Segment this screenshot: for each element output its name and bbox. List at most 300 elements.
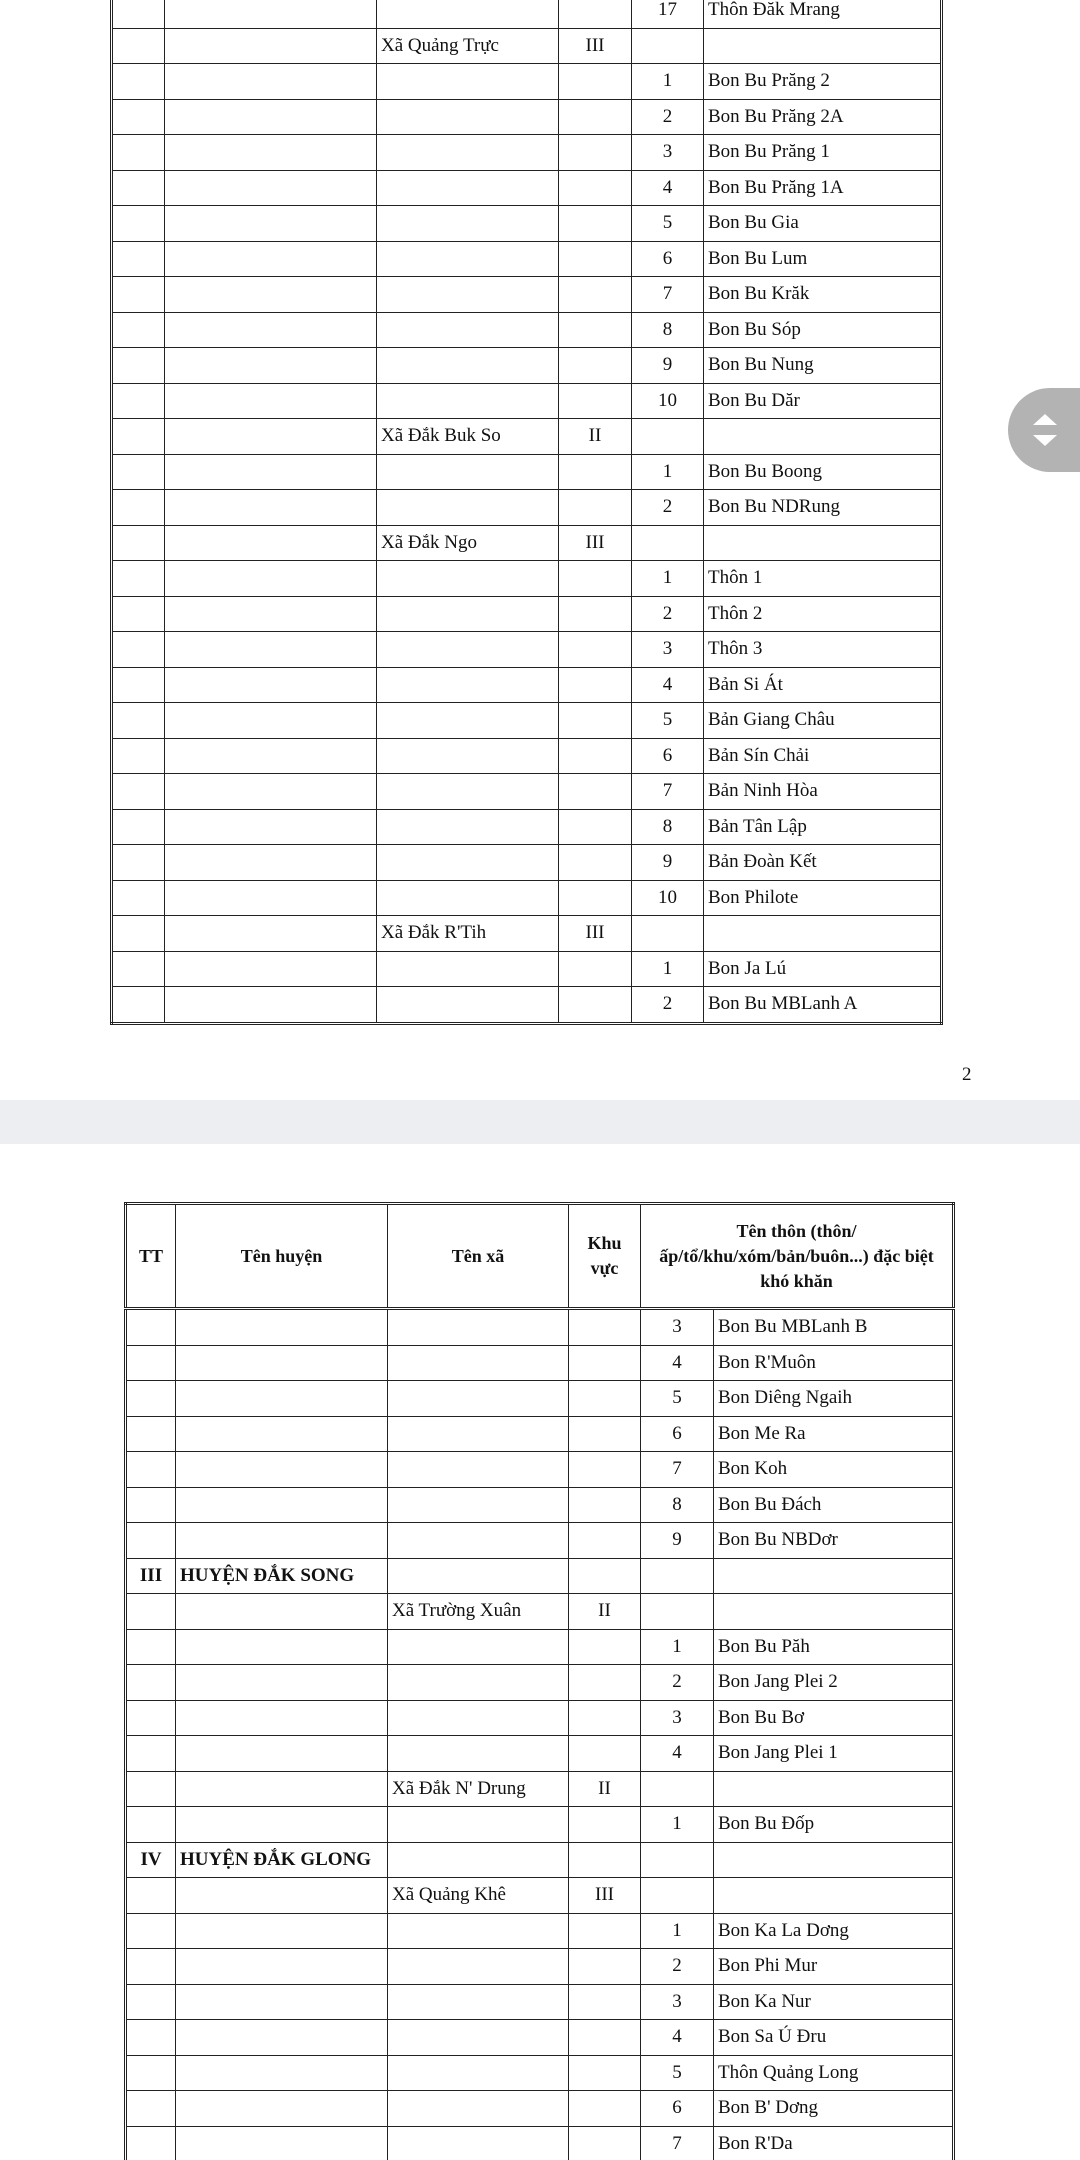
cell-ten-huyen: [165, 454, 377, 490]
cell-ten-xa: [388, 1807, 569, 1843]
cell-ten-thon: Thôn Quảng Long: [714, 2055, 954, 2091]
cell-khu-vuc: [569, 1949, 641, 1985]
table-row: [126, 1523, 954, 1559]
cell-ten-thon: Bon R'Da: [714, 2126, 954, 2160]
cell-tt: [112, 596, 165, 632]
cell-tt: [112, 64, 165, 100]
cell-khu-vuc: [569, 1842, 641, 1878]
cell-ten-xa: [377, 667, 559, 703]
cell-tt: [112, 170, 165, 206]
cell-ten-xa: [377, 64, 559, 100]
table-row: [112, 241, 942, 277]
cell-so-thu-tu: 1: [641, 1807, 714, 1843]
cell-so-thu-tu: 2: [632, 99, 704, 135]
cell-khu-vuc: [559, 738, 632, 774]
table-row: [112, 206, 942, 242]
cell-tt: [126, 1700, 176, 1736]
cell-ten-thon: Bản Ninh Hòa: [704, 774, 942, 810]
header-ten-thon: Tên thôn (thôn/ấp/tổ/khu/xóm/bản/buôn...) đặc biệt khó khăn: [641, 1204, 954, 1309]
cell-tt: [112, 916, 165, 952]
page-gap: [0, 1100, 1080, 1144]
cell-tt: [126, 1452, 176, 1488]
cell-so-thu-tu: [632, 916, 704, 952]
cell-ten-thon: Bon Bu Sóp: [704, 312, 942, 348]
cell-ten-thon: Bon Bu MBLanh A: [704, 987, 942, 1024]
cell-so-thu-tu: 9: [632, 348, 704, 384]
cell-ten-thon: [704, 419, 942, 455]
cell-ten-huyen: [165, 241, 377, 277]
cell-ten-huyen: [165, 951, 377, 987]
cell-ten-thon: Thôn 1: [704, 561, 942, 597]
table-row: [126, 2055, 954, 2091]
cell-ten-thon: Bản Tân Lập: [704, 809, 942, 845]
table-row: [112, 525, 942, 561]
cell-tt: [112, 490, 165, 526]
cell-so-thu-tu: 1: [632, 561, 704, 597]
cell-ten-xa: [388, 1949, 569, 1985]
cell-khu-vuc: [559, 667, 632, 703]
table-row: [112, 596, 942, 632]
table-row: [112, 987, 942, 1024]
cell-ten-thon: [704, 28, 942, 64]
cell-ten-huyen: [176, 1949, 388, 1985]
cell-so-thu-tu: 9: [632, 845, 704, 881]
cell-so-thu-tu: 5: [632, 206, 704, 242]
cell-ten-xa: [377, 703, 559, 739]
cell-ten-xa: [388, 1558, 569, 1594]
cell-tt: [112, 738, 165, 774]
cell-ten-xa: [377, 0, 559, 28]
cell-ten-thon: Bon Bu Prăng 1: [704, 135, 942, 171]
cell-so-thu-tu: 7: [641, 2126, 714, 2160]
cell-tt: [126, 1309, 176, 1346]
cell-ten-xa: [377, 99, 559, 135]
cell-tt: [112, 525, 165, 561]
cell-ten-huyen: [165, 206, 377, 242]
cell-so-thu-tu: [641, 1878, 714, 1914]
cell-tt: [112, 241, 165, 277]
cell-ten-xa: [377, 170, 559, 206]
cell-ten-huyen: [176, 1736, 388, 1772]
cell-ten-thon: Bon Bu Nung: [704, 348, 942, 384]
cell-ten-xa: [388, 2091, 569, 2127]
cell-ten-thon: Bản Si Át: [704, 667, 942, 703]
table-row: [112, 64, 942, 100]
cell-ten-huyen: [165, 135, 377, 171]
cell-khu-vuc: [569, 2091, 641, 2127]
cell-tt: [112, 348, 165, 384]
cell-khu-vuc: [559, 99, 632, 135]
cell-tt: [112, 135, 165, 171]
cell-tt: [112, 454, 165, 490]
cell-khu-vuc: [569, 1984, 641, 2020]
cell-ten-xa: [388, 1629, 569, 1665]
cell-khu-vuc: [559, 206, 632, 242]
cell-tt: [112, 0, 165, 28]
cell-so-thu-tu: 2: [632, 490, 704, 526]
cell-ten-huyen: [165, 99, 377, 135]
cell-ten-huyen: [165, 419, 377, 455]
cell-so-thu-tu: 8: [632, 809, 704, 845]
cell-tt: [126, 1345, 176, 1381]
cell-so-thu-tu: 6: [641, 2091, 714, 2127]
cell-ten-thon: Bon Bu Đách: [714, 1487, 954, 1523]
table-row: [126, 1949, 954, 1985]
cell-so-thu-tu: [641, 1842, 714, 1878]
cell-so-thu-tu: 1: [641, 1913, 714, 1949]
cell-ten-xa: [377, 561, 559, 597]
cell-ten-huyen: [176, 1984, 388, 2020]
table-row: [126, 1487, 954, 1523]
cell-tt: [126, 1665, 176, 1701]
cell-tt: [112, 206, 165, 242]
cell-khu-vuc: [559, 454, 632, 490]
cell-so-thu-tu: 9: [641, 1523, 714, 1559]
cell-ten-thon: [714, 1594, 954, 1630]
cell-khu-vuc: [559, 241, 632, 277]
cell-so-thu-tu: [641, 1594, 714, 1630]
cell-so-thu-tu: 4: [641, 1345, 714, 1381]
table-row: [126, 1665, 954, 1701]
cell-ten-huyen: [165, 809, 377, 845]
cell-tt: [126, 2126, 176, 2160]
cell-ten-huyen: [165, 64, 377, 100]
cell-ten-thon: Bon Bu NBDơr: [714, 1523, 954, 1559]
cell-tt: [112, 703, 165, 739]
cell-khu-vuc: II: [569, 1594, 641, 1630]
cell-ten-xa: [377, 774, 559, 810]
cell-khu-vuc: [569, 1523, 641, 1559]
cell-khu-vuc: [559, 703, 632, 739]
cell-ten-xa: [377, 383, 559, 419]
cell-ten-xa: [388, 1523, 569, 1559]
cell-ten-thon: Bản Giang Châu: [704, 703, 942, 739]
cell-so-thu-tu: 1: [632, 951, 704, 987]
cell-ten-huyen: [176, 1913, 388, 1949]
cell-khu-vuc: [559, 809, 632, 845]
cell-khu-vuc: [569, 1309, 641, 1346]
header-tt: TT: [126, 1204, 176, 1309]
cell-so-thu-tu: [641, 1771, 714, 1807]
cell-khu-vuc: [559, 135, 632, 171]
cell-ten-xa: [388, 1736, 569, 1772]
cell-ten-thon: Bon Bu Boong: [704, 454, 942, 490]
table-row: [112, 490, 942, 526]
cell-tt: [126, 1523, 176, 1559]
table-row: [126, 1842, 954, 1878]
cell-tt: [112, 809, 165, 845]
cell-ten-thon: Bon Me Ra: [714, 1416, 954, 1452]
cell-khu-vuc: III: [559, 916, 632, 952]
cell-tt: [126, 1629, 176, 1665]
table-row: [112, 454, 942, 490]
cell-ten-huyen: [176, 1309, 388, 1346]
cell-ten-huyen: [165, 170, 377, 206]
cell-ten-huyen: HUYỆN ĐẮK SONG: [176, 1558, 388, 1594]
cell-so-thu-tu: 6: [641, 1416, 714, 1452]
cell-ten-xa: [377, 987, 559, 1024]
cell-ten-xa: Xã Đắk N' Drung: [388, 1771, 569, 1807]
cell-khu-vuc: [559, 774, 632, 810]
cell-ten-thon: Bon R'Muôn: [714, 1345, 954, 1381]
cell-so-thu-tu: 3: [641, 1700, 714, 1736]
cell-so-thu-tu: 1: [641, 1629, 714, 1665]
cell-ten-huyen: [176, 1345, 388, 1381]
table-row: [112, 561, 942, 597]
table-row: [112, 419, 942, 455]
cell-tt: [112, 987, 165, 1024]
cell-ten-xa: [388, 1984, 569, 2020]
cell-khu-vuc: [569, 1487, 641, 1523]
cell-ten-huyen: [176, 1416, 388, 1452]
cell-khu-vuc: [569, 1452, 641, 1488]
cell-ten-xa: [377, 951, 559, 987]
cell-tt: [112, 99, 165, 135]
cell-khu-vuc: [569, 1736, 641, 1772]
cell-khu-vuc: [569, 1700, 641, 1736]
cell-ten-huyen: [165, 703, 377, 739]
cell-tt: [112, 28, 165, 64]
cell-tt: [126, 1913, 176, 1949]
cell-ten-thon: [714, 1771, 954, 1807]
cell-ten-xa: [388, 1487, 569, 1523]
cell-ten-huyen: [176, 1523, 388, 1559]
cell-so-thu-tu: 5: [641, 2055, 714, 2091]
cell-so-thu-tu: 3: [641, 1984, 714, 2020]
cell-so-thu-tu: 10: [632, 880, 704, 916]
cell-ten-thon: Bon Bu Prăng 2A: [704, 99, 942, 135]
cell-ten-xa: [377, 738, 559, 774]
table-row: [126, 2020, 954, 2056]
cell-tt: [112, 774, 165, 810]
table-row: [126, 1345, 954, 1381]
cell-tt: [112, 951, 165, 987]
cell-ten-huyen: [176, 1594, 388, 1630]
cell-ten-huyen: [165, 277, 377, 313]
cell-so-thu-tu: [632, 419, 704, 455]
cell-ten-huyen: [176, 1771, 388, 1807]
cell-ten-huyen: [176, 2020, 388, 2056]
document-page-2: [0, 1144, 1080, 2160]
table-row: [112, 135, 942, 171]
cell-tt: [126, 1416, 176, 1452]
table-row: [112, 916, 942, 952]
cell-ten-thon: Bon Bu Bơ: [714, 1700, 954, 1736]
cell-ten-thon: Bon Jang Plei 1: [714, 1736, 954, 1772]
cell-so-thu-tu: [641, 1558, 714, 1594]
cell-so-thu-tu: 2: [632, 596, 704, 632]
table-row: [126, 2091, 954, 2127]
cell-ten-xa: [377, 241, 559, 277]
cell-ten-huyen: [176, 2126, 388, 2160]
cell-ten-huyen: [165, 916, 377, 952]
cell-khu-vuc: [559, 383, 632, 419]
cell-ten-huyen: [176, 1665, 388, 1701]
cell-so-thu-tu: 7: [632, 277, 704, 313]
cell-ten-thon: Bon Bu Đốp: [714, 1807, 954, 1843]
table-row: [126, 1416, 954, 1452]
cell-tt: IV: [126, 1842, 176, 1878]
cell-tt: [112, 312, 165, 348]
cell-ten-thon: Thôn 2: [704, 596, 942, 632]
header-ten-xa: Tên xã: [388, 1204, 569, 1309]
cell-ten-xa: Xã Đắk R'Tih: [377, 916, 559, 952]
cell-ten-xa: [377, 312, 559, 348]
cell-so-thu-tu: 4: [632, 170, 704, 206]
table-row: [126, 1913, 954, 1949]
cell-ten-xa: [377, 596, 559, 632]
cell-tt: [112, 383, 165, 419]
cell-ten-xa: Xã Đắk Ngo: [377, 525, 559, 561]
cell-so-thu-tu: 4: [632, 667, 704, 703]
header-khu-vuc: Khu vực: [569, 1204, 641, 1309]
cell-so-thu-tu: 10: [632, 383, 704, 419]
cell-khu-vuc: [569, 2020, 641, 2056]
table-row: [112, 880, 942, 916]
cell-ten-huyen: [165, 632, 377, 668]
cell-ten-thon: [714, 1842, 954, 1878]
cell-tt: [112, 419, 165, 455]
table-row: [112, 632, 942, 668]
cell-tt: [126, 1984, 176, 2020]
cell-so-thu-tu: [632, 28, 704, 64]
cell-ten-thon: Bon B' Dơng: [714, 2091, 954, 2127]
cell-khu-vuc: [559, 170, 632, 206]
cell-ten-huyen: [176, 2091, 388, 2127]
table-row: [126, 1452, 954, 1488]
cell-ten-huyen: [165, 561, 377, 597]
cell-ten-xa: [377, 632, 559, 668]
cell-so-thu-tu: 1: [632, 64, 704, 100]
cell-tt: [112, 277, 165, 313]
cell-ten-xa: [388, 1309, 569, 1346]
cell-ten-huyen: [165, 490, 377, 526]
cell-khu-vuc: [569, 1381, 641, 1417]
table-row: [112, 348, 942, 384]
cell-ten-xa: Xã Đắk Buk So: [377, 419, 559, 455]
table-row: [112, 170, 942, 206]
cell-tt: III: [126, 1558, 176, 1594]
table-row: [126, 1594, 954, 1630]
cell-ten-xa: [377, 845, 559, 881]
cell-so-thu-tu: 8: [632, 312, 704, 348]
cell-tt: [126, 1807, 176, 1843]
cell-ten-xa: [377, 454, 559, 490]
cell-khu-vuc: III: [559, 28, 632, 64]
cell-khu-vuc: II: [569, 1771, 641, 1807]
cell-tt: [126, 1878, 176, 1914]
cell-ten-huyen: [165, 383, 377, 419]
cell-ten-xa: [388, 1345, 569, 1381]
cell-so-thu-tu: 7: [632, 774, 704, 810]
cell-ten-thon: Bon Bu Lum: [704, 241, 942, 277]
cell-ten-thon: Bon Jang Plei 2: [714, 1665, 954, 1701]
cell-ten-huyen: [176, 1700, 388, 1736]
cell-khu-vuc: [559, 632, 632, 668]
table-row: [126, 1558, 954, 1594]
cell-tt: [126, 2020, 176, 2056]
cell-ten-huyen: [165, 348, 377, 384]
cell-khu-vuc: [559, 987, 632, 1024]
cell-ten-thon: Bon Bu Gia: [704, 206, 942, 242]
cell-so-thu-tu: 4: [641, 2020, 714, 2056]
table-row: [112, 774, 942, 810]
table-row: [126, 1736, 954, 1772]
cell-ten-xa: [388, 2020, 569, 2056]
cell-ten-thon: Bon Diêng Ngaih: [714, 1381, 954, 1417]
cell-ten-thon: Bon Bu MBLanh B: [714, 1309, 954, 1346]
cell-tt: [126, 1381, 176, 1417]
cell-khu-vuc: [559, 348, 632, 384]
cell-ten-thon: Bon Sa Ú Đru: [714, 2020, 954, 2056]
cell-ten-huyen: [165, 845, 377, 881]
table-header-row: [126, 1204, 954, 1309]
cell-ten-xa: [388, 1381, 569, 1417]
table-row: [112, 703, 942, 739]
table-row: [126, 2126, 954, 2160]
cell-ten-huyen: HUYỆN ĐẮK GLONG: [176, 1842, 388, 1878]
cell-tt: [126, 1771, 176, 1807]
table-row: [112, 312, 942, 348]
cell-ten-xa: [377, 277, 559, 313]
cell-ten-thon: Thôn Đăk Mrang: [704, 0, 942, 28]
cell-ten-thon: Bon Ka La Dơng: [714, 1913, 954, 1949]
cell-tt: [112, 632, 165, 668]
table-row: [126, 1878, 954, 1914]
cell-ten-thon: [714, 1558, 954, 1594]
cell-ten-thon: Bon Bu Prăng 1A: [704, 170, 942, 206]
cell-ten-thon: Bon Bu NDRung: [704, 490, 942, 526]
cell-ten-thon: Bon Bu Dăr: [704, 383, 942, 419]
cell-tt: [126, 2091, 176, 2127]
cell-tt: [112, 845, 165, 881]
cell-ten-huyen: [165, 525, 377, 561]
cell-so-thu-tu: 3: [641, 1309, 714, 1346]
cell-tt: [112, 667, 165, 703]
cell-ten-thon: Bon Bu Prăng 2: [704, 64, 942, 100]
table-row: [112, 99, 942, 135]
cell-ten-xa: [388, 1700, 569, 1736]
cell-ten-thon: Bon Koh: [714, 1452, 954, 1488]
cell-ten-huyen: [165, 667, 377, 703]
cell-ten-thon: Bon Philote: [704, 880, 942, 916]
table-row: [126, 1700, 954, 1736]
table-row: [112, 383, 942, 419]
cell-ten-thon: Bon Bu Krăk: [704, 277, 942, 313]
cell-khu-vuc: [569, 1416, 641, 1452]
cell-ten-xa: [388, 1416, 569, 1452]
cell-ten-huyen: [176, 2055, 388, 2091]
cell-ten-thon: Bản Đoàn Kết: [704, 845, 942, 881]
cell-tt: [126, 1487, 176, 1523]
cell-ten-huyen: [165, 987, 377, 1024]
cell-ten-xa: [388, 2126, 569, 2160]
cell-ten-huyen: [176, 1381, 388, 1417]
cell-so-thu-tu: 8: [641, 1487, 714, 1523]
table-row: [126, 1984, 954, 2020]
cell-tt: [112, 561, 165, 597]
cell-ten-huyen: [176, 1452, 388, 1488]
cell-ten-huyen: [165, 774, 377, 810]
cell-ten-thon: Bon Ka Nur: [714, 1984, 954, 2020]
cell-ten-xa: [377, 135, 559, 171]
cell-ten-thon: Bon Bu Păh: [714, 1629, 954, 1665]
cell-ten-huyen: [165, 312, 377, 348]
cell-so-thu-tu: 2: [641, 1949, 714, 1985]
table-row: [126, 1807, 954, 1843]
cell-ten-huyen: [165, 0, 377, 28]
cell-so-thu-tu: 7: [641, 1452, 714, 1488]
